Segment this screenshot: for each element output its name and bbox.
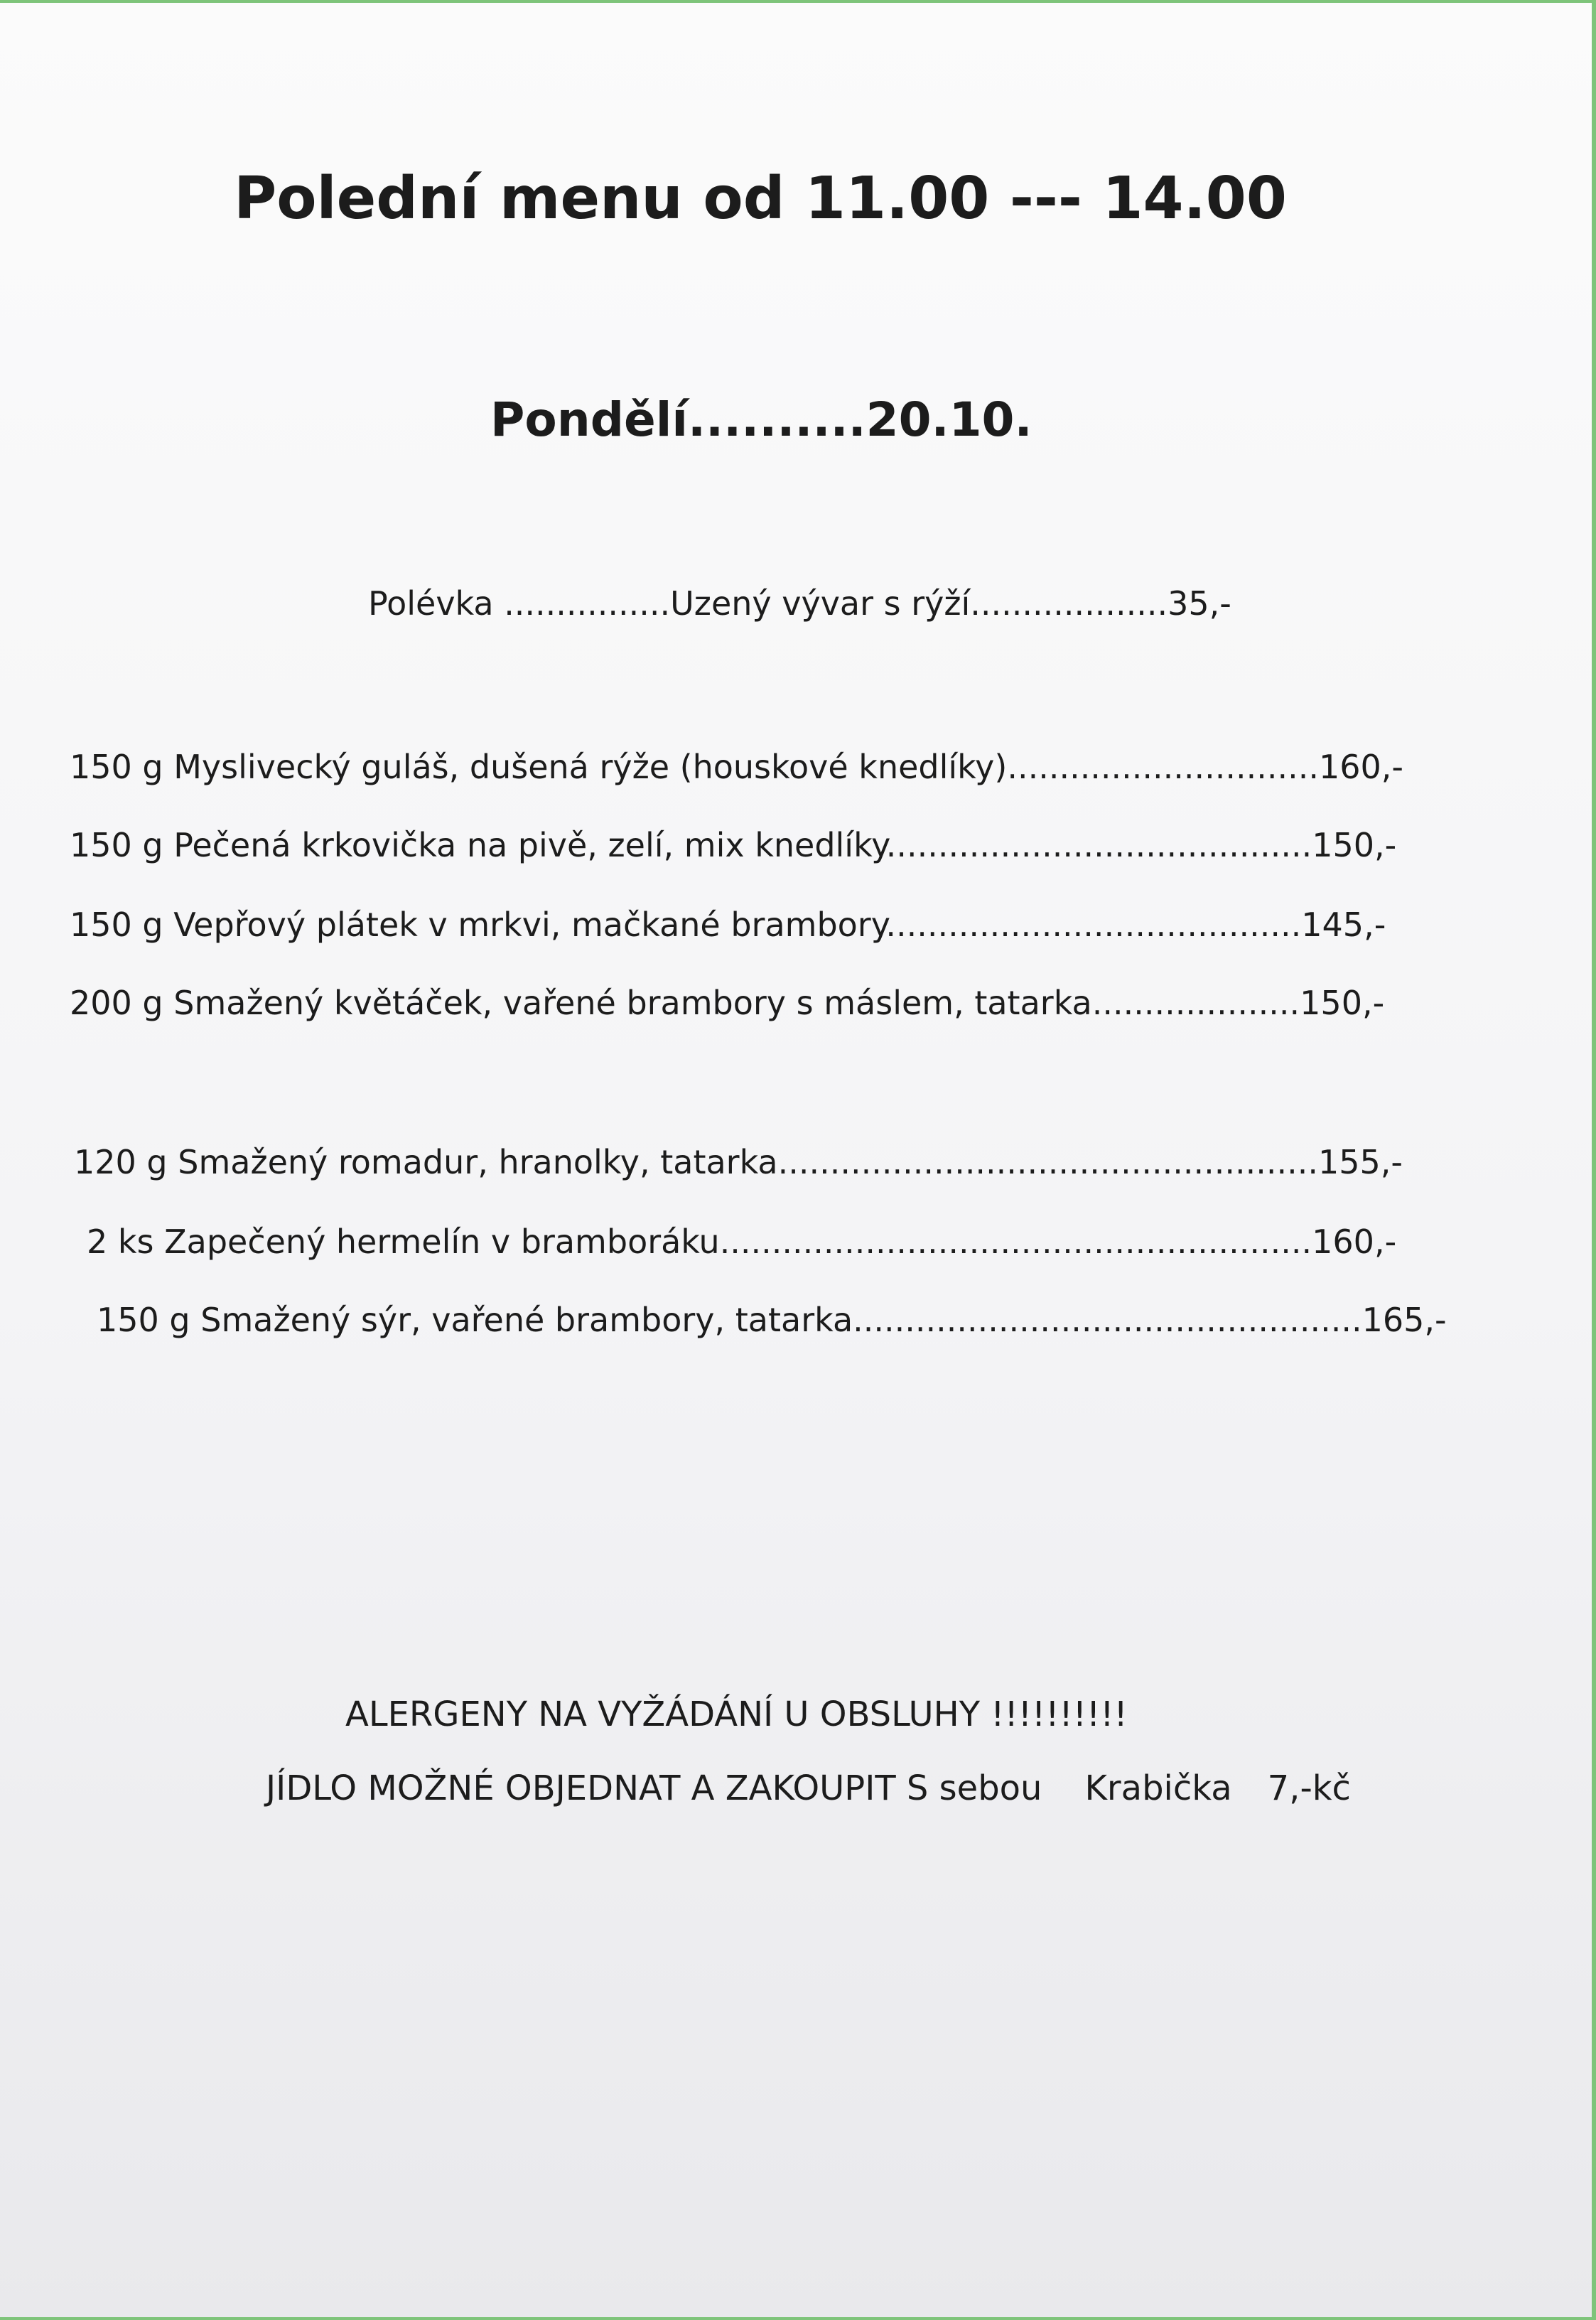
day-heading: Pondělí..........20.10. (490, 392, 1032, 447)
menu-item: 150 g Smažený sýr, vařené brambory, tatarka.................................................165,- (97, 1301, 1447, 1339)
menu-title: Polední menu od 11.00 --- 14.00 (234, 165, 1287, 232)
menu-item: 120 g Smažený romadur, hranolky, tatarka....................................................155,- (74, 1143, 1403, 1181)
menu-item: 150 g Myslivecký guláš, dušená rýže (houskové knedlíky)..............................160,- (70, 748, 1404, 786)
menu-item: 150 g Vepřový plátek v mrkvi, mačkané brambory........................................145,- (70, 906, 1386, 944)
menu-sheet (0, 3, 1592, 2317)
menu-item: 150 g Pečená krkovička na pivě, zelí, mix knedlíky.........................................150,- (70, 826, 1397, 864)
box-label: Krabička (1084, 1768, 1232, 1808)
takeaway-note: JÍDLO MOŽNÉ OBJEDNAT A ZAKOUPIT S sebou (266, 1768, 1042, 1808)
takeaway-note-row (266, 1768, 1351, 1808)
box-price: 7,-kč (1267, 1768, 1351, 1808)
menu-item: 2 ks Zapečený hermelín v bramboráku.........................................................160,- (87, 1223, 1397, 1261)
menu-item: 200 g Smažený květáček, vařené brambory s máslem, tatarka....................150,- (70, 984, 1385, 1022)
soup-line: Polévka ................Uzený vývar s rýží...................35,- (368, 584, 1231, 623)
allergens-note: ALERGENY NA VYŽÁDÁNÍ U OBSLUHY !!!!!!!!!! (345, 1695, 1128, 1734)
